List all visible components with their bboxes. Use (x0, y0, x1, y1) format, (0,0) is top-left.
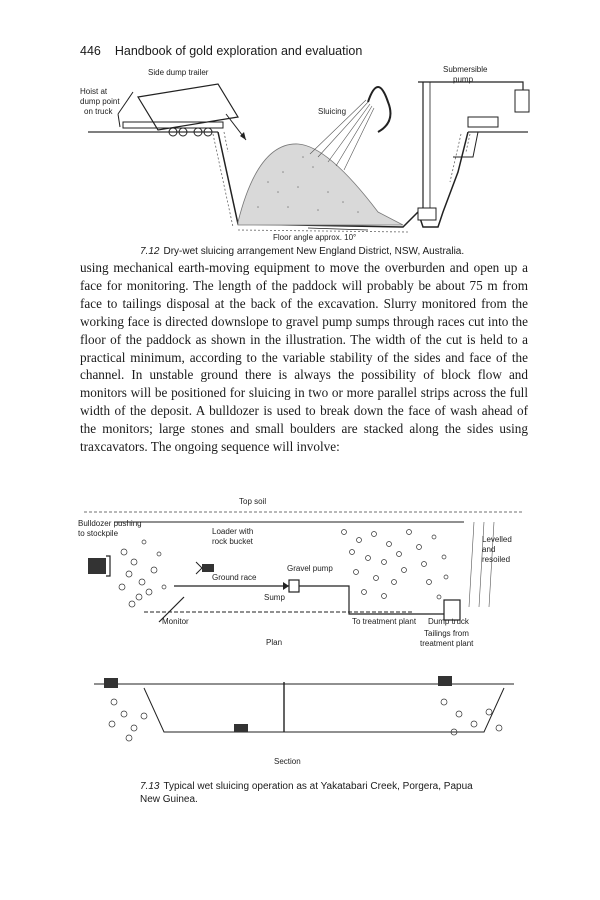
label-pump-2: pump (453, 75, 474, 84)
page-number: 446 (80, 44, 101, 58)
floor-angle-arrow (308, 228, 368, 230)
label-top-soil: Top soil (239, 497, 267, 506)
figure-7-13-caption (140, 780, 530, 806)
submersible-pump (418, 82, 529, 220)
section-boulders-right (441, 699, 502, 735)
label-hoist-3: on truck (84, 107, 113, 116)
wet-sluicing-diagram (78, 492, 524, 772)
section-pit-floor (144, 688, 504, 732)
caption-text-713-1: Typical wet sluicing operation as at Yakatabari Creek, Porgera, Papua (163, 781, 473, 792)
caption-number: 7.12 (140, 246, 160, 257)
label-levelled-3: resoiled (482, 555, 511, 564)
label-levelled-1: Levelled (482, 535, 512, 544)
label-loader-1: Loader with (212, 527, 254, 536)
section-dump-truck (438, 676, 452, 686)
label-gravel-pump: Gravel pump (287, 564, 333, 573)
label-plan: Plan (266, 638, 283, 647)
label-hoist-1: Hoist at (80, 87, 108, 96)
label-levelled-2: and (482, 545, 496, 554)
label-bulldozer-1: Bulldozer pushing (78, 519, 142, 528)
label-tailings-1: Tailings from (424, 629, 469, 638)
caption-number-713: 7.13 (140, 781, 160, 792)
label-tailings-2: treatment plant (420, 639, 474, 648)
figure-7-12-caption (140, 245, 464, 258)
stockpile-left (119, 540, 166, 607)
label-pump-1: Submersible (443, 65, 488, 74)
overburden-heap (238, 144, 403, 225)
caption-line-2: New Guinea. (140, 794, 198, 805)
label-hoist-2: dump point (80, 97, 120, 106)
boulder-field-right (342, 530, 449, 600)
section-bulldozer (104, 678, 118, 688)
label-section: Section (274, 757, 301, 766)
pipe-to-plant (299, 586, 444, 614)
label-ground-race: Ground race (212, 573, 257, 582)
label-floor-angle: Floor angle approx. 10° (273, 233, 357, 242)
caption-line-1 (140, 780, 530, 793)
bulldozer-plan (88, 556, 110, 576)
section-boulders-left (109, 699, 147, 741)
label-sluicing: Sluicing (318, 107, 347, 116)
sluicing-diagram (78, 62, 538, 242)
sump (289, 580, 299, 592)
monitor-hose (368, 87, 390, 132)
figure-7-13 (78, 492, 524, 772)
body-paragraph: using mechanical earth-moving equipment to move the overburden and open up a face for monitoring. The length of the paddock will probably be about 75 m from face to tailings disposal at the back of the excavation. Slurry monitored from the working face is directed downslope to gravel pump sumps through races cut into the floor of the paddock as shown in the illustration. The width of the cut is held to a practical minimum, according to the variable stability of the sides and face of the channel. In unstable ground there is always the possibility of block flow and monitors will be positioned for sluicing in two or more parallel strips across the full width of the deposit. A bulldozer is used to break down the face of wash ahead of the monitors; large stones and small boulders are stacked along the sides using traxcavators. The ongoing sequence will involve: (80, 260, 528, 455)
label-bulldozer-2: to stockpile (78, 529, 119, 538)
running-title: Handbook of gold exploration and evaluation (114, 44, 363, 58)
ground-race-arrowhead (283, 582, 289, 590)
label-loader-2: rock bucket (212, 537, 253, 546)
label-to-treatment-plant: To treatment plant (352, 617, 417, 626)
label-monitor: Monitor (162, 617, 189, 626)
page-header (80, 44, 362, 58)
label-side-dump-trailer: Side dump trailer (148, 68, 209, 77)
figure-7-12 (78, 62, 538, 242)
label-dump-truck: Dump truck (428, 617, 469, 626)
caption-text: Dry-wet sluicing arrangement New England District, NSW, Australia. (163, 246, 465, 257)
section-loader (234, 724, 248, 732)
label-sump: Sump (264, 593, 285, 602)
side-dump-trailer (118, 84, 238, 136)
